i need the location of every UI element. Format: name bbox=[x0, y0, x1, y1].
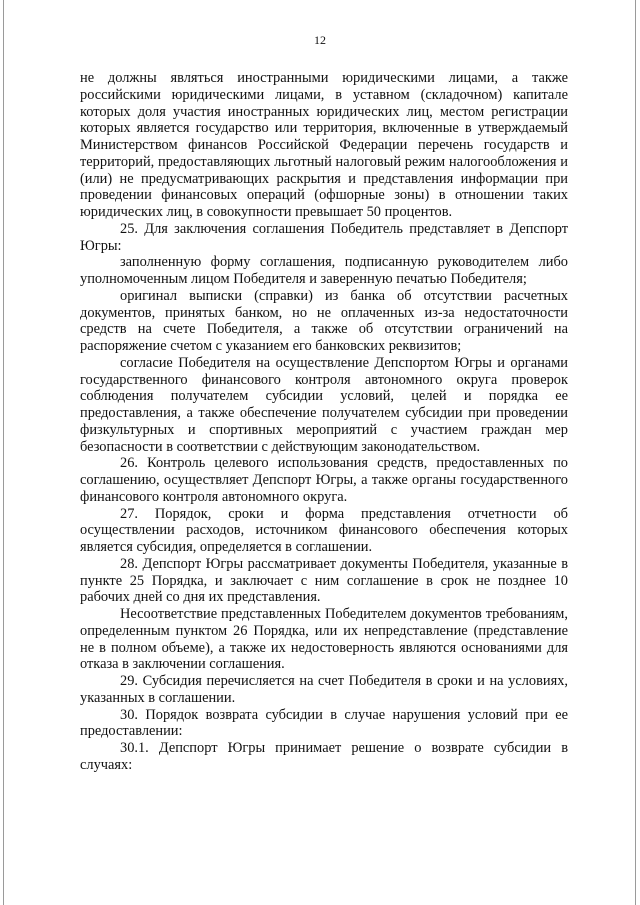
paragraph-item-28-refusal: Несоответствие представленных Победителем документов требованиям, определенным пунктом 26 Порядка, или их непредставление (представление не в полном объеме), а также их недостоверность являются основаниями для отказа в заключении соглашения. bbox=[80, 606, 568, 673]
paragraph-item-25-bank-statement: оригинал выписки (справки) из банка об отсутствии расчетных документов, принятых банком, но не оплаченных из-за недостаточности средств на счете Победителя, а также об отсутствии ограничений на распоряжение счетом с указанием его банковских реквизитов; bbox=[80, 287, 568, 354]
document-body bbox=[80, 70, 568, 774]
paragraph-item-30-1: 30.1. Депспорт Югры принимает решение о возврате субсидии в случаях: bbox=[80, 740, 568, 773]
paragraph-item-26: 26. Контроль целевого использования средств, предоставленных по соглашению, осуществляет Депспорт Югры, а также органы государственного финансового контроля автономного округа. bbox=[80, 455, 568, 505]
paragraph-item-30: 30. Порядок возврата субсидии в случае нарушения условий при ее предоставлении: bbox=[80, 706, 568, 740]
paragraph-item-25-form: заполненную форму соглашения, подписанную руководителем либо уполномоченным лицом Победителя и заверенную печатью Победителя; bbox=[80, 254, 568, 287]
page-number: 12 bbox=[314, 33, 326, 47]
paragraph-item-29: 29. Субсидия перечисляется на счет Победителя в сроки и на условиях, указанных в соглашении. bbox=[80, 673, 568, 706]
scan-edge-right bbox=[635, 0, 636, 905]
paragraph-item-27: 27. Порядок, сроки и форма представления отчетности об осуществлении расходов, источником финансового обеспечения которых является субсидия, определяется в соглашении. bbox=[80, 505, 568, 555]
paragraph-continuation: не должны являться иностранными юридическими лицами, а также российскими юридическими лицами, в уставном (складочном) капитале которых доля участия иностранных юридических лиц, местом регистрации которых является государство или территория, включенные в утверждаемый Министерством финансов Российской Федерации перечень государств и территорий, предоставляющих льготный налоговый режим налогообложения и (или) не предусматривающих раскрытия и представления информации при проведении финансовых операций (офшорные зоны) в отношении таких юридических лиц, в совокупности превышает 50 процентов. bbox=[80, 70, 568, 220]
paragraph-item-28: 28. Депспорт Югры рассматривает документы Победителя, указанные в пункте 25 Порядка, и заключает с ним соглашение в срок не позднее 10 рабочих дней со дня их представления. bbox=[80, 555, 568, 606]
scan-edge-left bbox=[3, 0, 4, 905]
paragraph-item-25: 25. Для заключения соглашения Победитель представляет в Депспорт Югры: bbox=[80, 220, 568, 254]
paragraph-item-25-consent: согласие Победителя на осуществление Депспортом Югры и органами государственного финансового контроля автономного округа проверок соблюдения получателем субсидии условий, целей и порядка ее предоставления, а также обеспечение получателем субсидии при проведении физкультурных и спортивных мероприятий с участием граждан мер безопасности в соответствии с действующим законодательством. bbox=[80, 354, 568, 455]
